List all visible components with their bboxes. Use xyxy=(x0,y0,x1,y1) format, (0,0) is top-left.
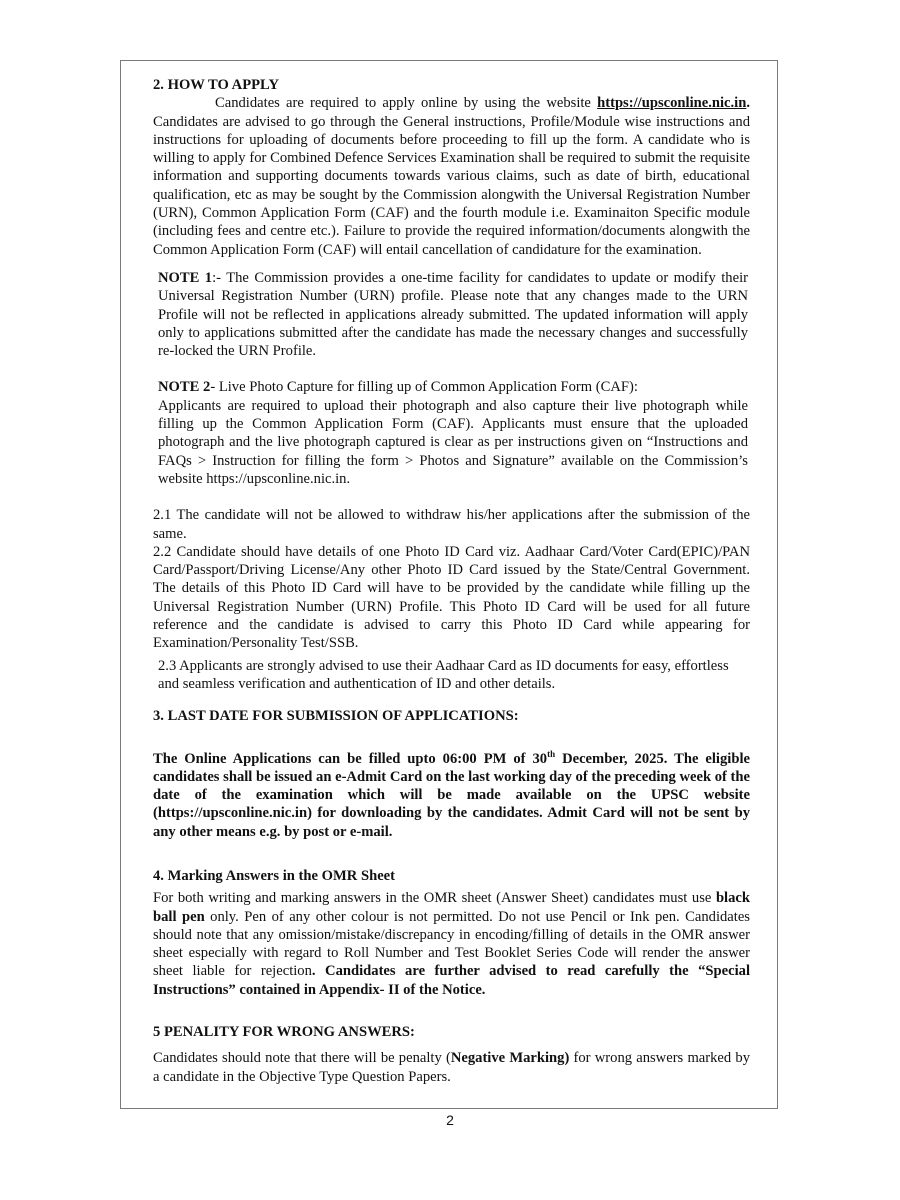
section-4-text xyxy=(153,889,750,999)
note-1-label: NOTE 1 xyxy=(158,269,213,286)
page-number: 2 xyxy=(446,1112,454,1128)
penalty-text: Candidates should note that there will be penalty ( xyxy=(153,1050,451,1067)
omr-text-continued: only. Pen of any other colour is not permitted. Do not use Pencil or Ink pen. Candidates should note that any omission/mistake/discrepancy in encoding/filling of details in the OMR answer sheet especially with regard to Roll Number and Test Booklet Series Code will render the answer sheet liable for rejection xyxy=(153,908,750,980)
negative-marking-emphasis: Negative Marking) xyxy=(450,1050,570,1067)
item-2-3: 2.3 Applicants are strongly advised to use their Aadhaar Card as ID documents for easy, effortless and seamless verification and authentication of ID and other details. xyxy=(158,657,729,692)
black-ball-pen-emphasis: black ball pen xyxy=(153,890,750,925)
item-2-2: 2.2 Candidate should have details of one Photo ID Card viz. Aadhaar Card/Voter Card(EPIC)/PAN Card/Passport/Driving License/Any other Photo ID Card issued by the State/Central Government. The details of this Photo ID Card will have to be provided by the candidate while filling up the Universal Registration Number (URN) Profile. This Photo ID Card will be used for all future reference and the candidate is advised to carry this Photo ID Card while appearing for Examination/Personality Test/SSB. xyxy=(153,543,750,652)
note-2-label: NOTE 2 xyxy=(158,379,211,396)
last-date-text: The Online Applications can be filled upto 06:00 PM of 30 xyxy=(153,750,548,767)
section-4-heading: 4. Marking Answers in the OMR Sheet xyxy=(153,867,396,884)
item-2-1: 2.1 The candidate will not be allowed to withdraw his/her applications after the submission of the same. xyxy=(153,507,750,542)
upsc-website-link[interactable]: https://upsconline.nic.in xyxy=(597,95,747,112)
note-1 xyxy=(158,269,748,360)
note-2-title xyxy=(158,378,748,396)
penalty-text-continued: for wrong answers marked by a candidate in the Objective Type Question Papers. xyxy=(153,1050,750,1085)
special-instructions-emphasis: . Candidates are further advised to read carefully the “Special Instructions” contained in Appendix- II of the Notice. xyxy=(153,963,750,998)
note-2-text: Applicants are required to upload their photograph and also capture their live photograph while filling up the Common Application Form (CAF). Applicants must ensure that the uploaded photograph and the live photograph captured is clear as per instructions given on “Instructions and FAQs > Instruction for filling the form > Photos and Signature” available on the Commission’s website https://upsconline.nic.in. xyxy=(158,397,748,487)
section-5-text xyxy=(153,1049,750,1086)
last-date-text-continued: December, 2025. The eligible candidates shall be issued an e-Admit Card on the last working day of the preceding week of the date of the examination which will be made available on the UPSC website (https://upsconline.nic.in) for downloading by the candidates. Admit Card will not be sent by any other means e.g. by post or e-mail. xyxy=(153,750,750,840)
intro-text-continued: Candidates are advised to go through the General instructions, Profile/Module wise instructions and instructions for uploading of documents before proceeding to fill up the form. A candidate who is willing to apply for Combined Defence Services Examination shall be required to submit the requisite information and supporting documents towards various claims, such as date of birth, educational qualification, etc as may be sought by the Commission alongwith the Universal Registration Number (URN), Common Application Form (CAF) and the fourth module i.e. Examinaiton Specific module (including fees and centre etc.). Failure to provide the required information/documents alongwith the Common Application Form (CAF) will entail cancellation of candidature for the examination. xyxy=(153,113,750,258)
document-content xyxy=(153,74,750,1086)
note-2-title-text: - Live Photo Capture for filling up of Common Application Form (CAF): xyxy=(210,379,638,396)
section-3-text xyxy=(153,750,750,841)
note-1-text: :- The Commission provides a one-time facility for candidates to update or modify their Universal Registration Number (URN) profile. Please note that any changes made to the URN Profile will not be reflected in applications already submitted. The updated information will apply only to applications submitted after the candidate has made the necessary changes and successfully re-locked the URN Profile. xyxy=(158,269,748,360)
section-5-heading: 5 PENALITY FOR WRONG ANSWERS: xyxy=(153,1024,415,1041)
section-2-intro xyxy=(153,94,750,259)
intro-text: Candidates are required to apply online by using the website xyxy=(215,95,598,112)
omr-text: For both writing and marking answers in the OMR sheet (Answer Sheet) candidates must use xyxy=(153,890,716,907)
link-period: . xyxy=(746,95,750,112)
section-3-heading: 3. LAST DATE FOR SUBMISSION OF APPLICATIONS: xyxy=(153,708,519,725)
section-2-heading: 2. HOW TO APPLY xyxy=(153,77,279,93)
date-ordinal: th xyxy=(547,748,556,759)
